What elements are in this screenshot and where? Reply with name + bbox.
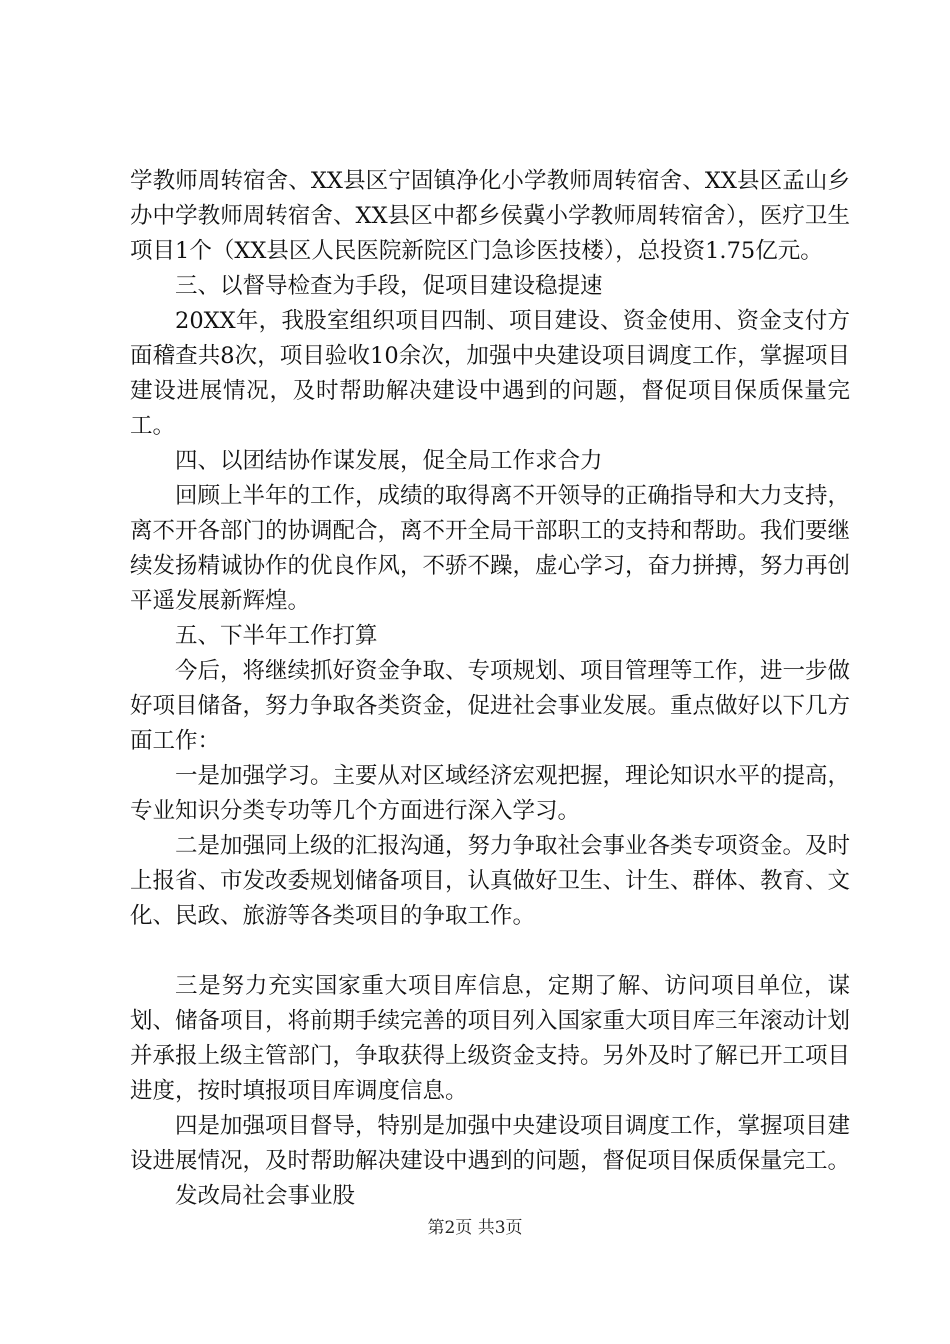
page-footer: 第2页 共3页 [427, 1218, 523, 1238]
paragraph-plan-1: 一是加强学习。主要从对区域经济宏观把握，理论知识水平的提高，专业知识分类专功等几个方面进行深入学习。 [130, 763, 851, 824]
paragraph-inspection: 20XX年，我股室组织项目四制、项目建设、资金使用、资金支付方面稽查共8次，项目验收10余次，加强中央建设项目调度工作，掌握项目建设进展情况，及时帮助解决建设中遇到的问题，督促项目保质保量完工。 [130, 308, 850, 439]
paragraph-plan-2: 二是加强同上级的汇报沟通，努力争取社会事业各类专项资金。及时上报省、市发改委规划储备项目，认真做好卫生、计生、群体、教育、文化、民政、旅游等各类项目的争取工作。 [130, 833, 851, 929]
paragraph-plan-intro: 今后，将继续抓好资金争取、专项规划、项目管理等工作，进一步做好项目储备，努力争取各类资金，促进社会事业发展。重点做好以下几方面工作： [130, 658, 851, 754]
section-heading-3: 三、以督导检查为手段，促项目建设稳提速 [175, 273, 603, 299]
section-heading-5: 五、下半年工作打算 [175, 623, 378, 649]
paragraph-plan-4: 四是加强项目督导，特别是加强中央建设项目调度工作，掌握项目建设进展情况，及时帮助解决建设中遇到的问题，督促项目保质保量完工。 [130, 1113, 851, 1174]
signature-department: 发改局社会事业股 [175, 1183, 356, 1209]
paragraph-continuation: 学教师周转宿舍、XX县区宁固镇净化小学教师周转宿舍、XX县区孟山乡办中学教师周转宿舍、XX县区中都乡侯冀小学教师周转宿舍），医疗卫生项目1个（XX县区人民医院新院区门急诊医技楼），总投资1.75亿元。 [130, 168, 850, 264]
paragraph-review: 回顾上半年的工作，成绩的取得离不开领导的正确指导和大力支持，离不开各部门的协调配合，离不开全局干部职工的支持和帮助。我们要继续发扬精诚协作的优良作风，不骄不躁，虚心学习，奋力拼搏，努力再创平遥发展新辉煌。 [130, 483, 851, 614]
paragraph-gap [130, 934, 850, 969]
section-heading-4: 四、以团结协作谋发展，促全局工作求合力 [175, 448, 603, 474]
document-body [130, 164, 850, 1214]
paragraph-plan-3: 三是努力充实国家重大项目库信息，定期了解、访问项目单位，谋划、储备项目，将前期手续完善的项目列入国家重大项目库三年滚动计划并承报上级主管部门，争取获得上级资金支持。另外及时了解已开工项目进度，按时填报项目库调度信息。 [130, 973, 851, 1104]
